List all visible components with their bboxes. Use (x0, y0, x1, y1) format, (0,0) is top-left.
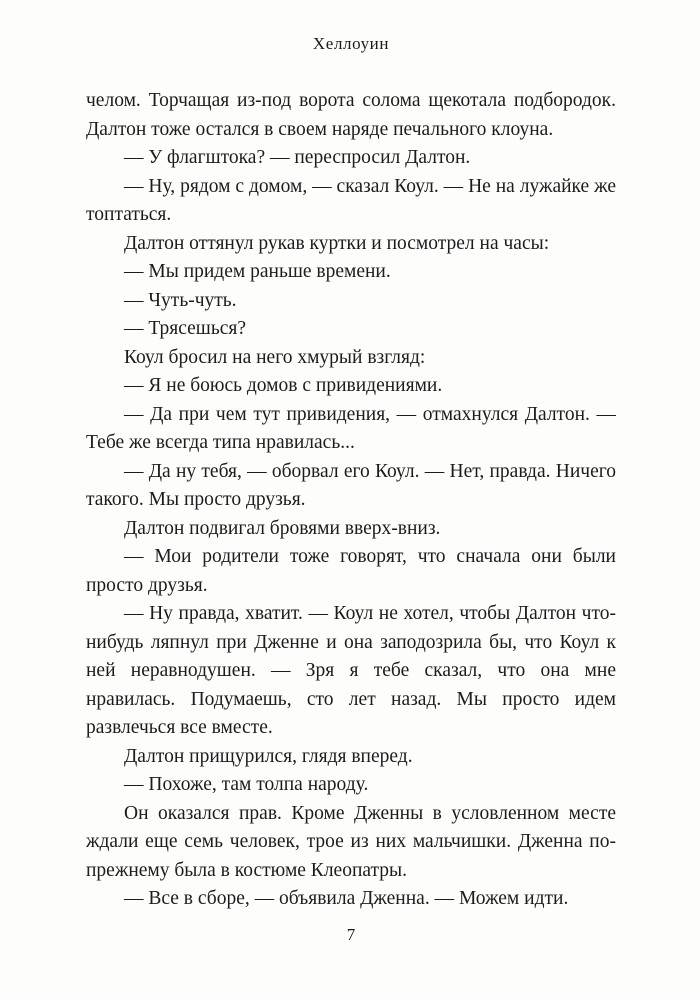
paragraph: — Трясешься? (124, 318, 246, 339)
paragraph: Далтон подвигал бровями вверх-вниз. (124, 517, 441, 539)
paragraph: Коул бросил на него хмурый взгляд: (124, 346, 426, 368)
paragraph: — Ну, рядом с домом, — сказал Коул. — Не на лужайке же топтаться. (86, 175, 616, 225)
paragraph: Далтон прищурился, глядя вперед. (124, 745, 413, 767)
paragraph: — У флагштока? — переспросил Далтон. (124, 147, 471, 168)
paragraph: челом. Торчащая из-под ворота солома щекотала подбородок. Далтон тоже остался в своем наряде печального клоуна. (86, 90, 616, 140)
page-body (86, 87, 616, 925)
paragraph: Далтон оттянул рукав куртки и посмотрел на часы: (124, 232, 550, 254)
paragraph: Он оказался прав. Кроме Дженны в условленном месте ждали еще семь человек, трое из них мальчишки. Дженна по-прежнему была в костюме Клеопатры. (86, 802, 616, 881)
paragraph: — Да при чем тут привидения, — отмахнулся Далтон. — Тебе же всегда типа нравилась... (86, 403, 616, 453)
paragraph: — Мы придем раньше времени. (124, 261, 391, 282)
running-head: Хеллоуин (312, 34, 390, 53)
page-number: 7 (346, 925, 356, 944)
paragraph: — Я не боюсь домов с привидениями. (124, 375, 443, 396)
paragraph: — Мои родители тоже говорят, что сначала они были просто друзья. (86, 546, 616, 596)
paragraph: — Чуть-чуть. (124, 289, 237, 311)
paragraph: — Ну правда, хватит. — Коул не хотел, чтобы Далтон что-нибудь ляпнул при Дженне и она заподозрила бы, что Коул к ней неравнодушен. — Зря я тебе сказал, что она мне нравилась. Подумаешь, сто лет назад. Мы просто идем развлечься все вместе. (86, 603, 616, 738)
paragraph: — Да ну тебя, — оборвал его Коул. — Нет, правда. Ничего такого. Мы просто друзья. (86, 460, 616, 510)
paragraph: — Похоже, там толпа народу. (124, 774, 369, 795)
paragraph: — Все в сборе, — объявила Дженна. — Можем идти. (124, 888, 569, 909)
